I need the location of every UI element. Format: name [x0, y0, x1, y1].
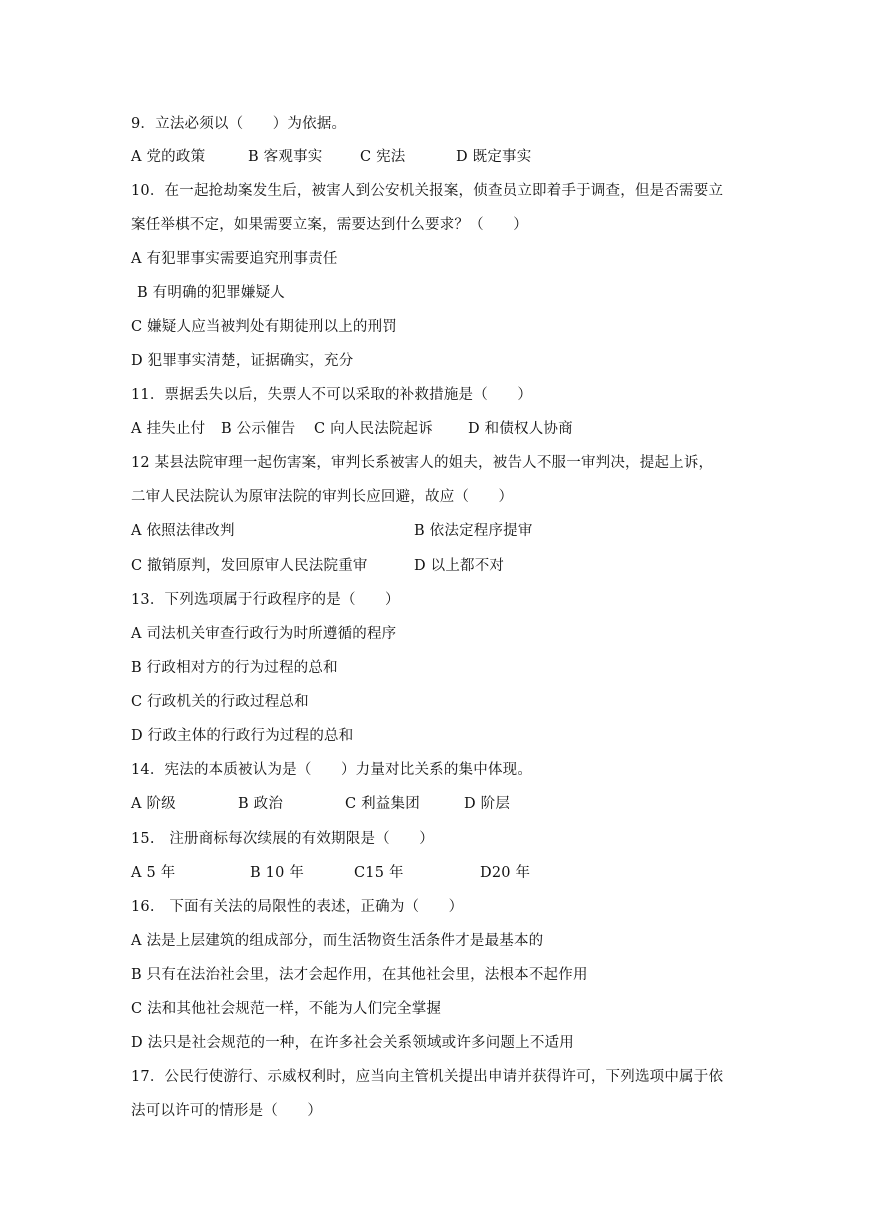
question-17-stem-line-1: 17．公民行使游行、示威权利时，应当向主管机关提出申请并获得许可，下列选项中属于依 — [131, 1069, 724, 1085]
question-10-option-a: A 有犯罪事实需要追究刑事责任 — [131, 251, 338, 267]
question-16-option-b: B 只有在法治社会里，法才会起作用，在其他社会里，法根本不起作用 — [131, 967, 588, 983]
question-14-option-c: C 利益集团 — [345, 796, 420, 812]
question-12-option-b: B 依法定程序提审 — [414, 523, 533, 539]
question-12-stem-line-1: 12 某县法院审理一起伤害案，审判长系被害人的姐夫，被告人不服一审判决，提起上诉， — [131, 455, 714, 471]
question-12-option-d: D 以上都不对 — [414, 558, 505, 574]
question-15-stem: 15. 注册商标每次续展的有效期限是（ ） — [131, 831, 434, 847]
question-11-option-b: B 公示催告 — [221, 421, 296, 437]
question-12-option-a: A 依照法律改判 — [131, 523, 235, 539]
question-14-stem: 14．宪法的本质被认为是（ ）力量对比关系的集中体现。 — [131, 762, 533, 778]
question-16-stem: 16. 下面有关法的局限性的表述，正确为（ ） — [131, 899, 464, 915]
question-14-option-d: D 阶层 — [464, 796, 511, 812]
question-13-option-d: D 行政主体的行政行为过程的总和 — [131, 728, 354, 744]
question-13-option-a: A 司法机关审查行政行为时所遵循的程序 — [131, 626, 397, 642]
question-11-stem: 11．票据丢失以后，失票人不可以采取的补救措施是（ ） — [131, 387, 533, 403]
question-11-option-c: C 向人民法院起诉 — [314, 421, 434, 437]
question-11-option-d: D 和债权人协商 — [468, 421, 573, 437]
question-17-stem-line-2: 法可以许可的情形是（ ） — [131, 1103, 323, 1119]
question-9-option-a: A 党的政策 — [131, 149, 206, 165]
question-13-option-b: B 行政相对方的行为过程的总和 — [131, 660, 338, 676]
question-15-option-c: C15 年 — [354, 865, 404, 881]
question-14-option-b: B 政治 — [238, 796, 284, 812]
question-9-stem: 9．立法必须以（ ）为依据。 — [131, 116, 347, 132]
question-12-stem-line-2: 二审人民法院认为原审法院的审判长应回避，故应（ ） — [131, 489, 514, 505]
question-13-stem: 13．下列选项属于行政程序的是（ ） — [131, 592, 400, 608]
question-9-option-c: C 宪法 — [360, 149, 406, 165]
question-15-option-d: D20 年 — [480, 865, 531, 881]
question-16-option-d: D 法只是社会规范的一种，在许多社会关系领域或许多问题上不适用 — [131, 1035, 574, 1051]
question-12-option-c: C 撤销原判，发回原审人民法院重审 — [131, 558, 368, 574]
question-11-option-a: A 挂失止付 — [131, 421, 206, 437]
question-9-option-b: B 客观事实 — [248, 149, 323, 165]
question-13-option-c: C 行政机关的行政过程总和 — [131, 694, 309, 710]
question-10-option-c: C 嫌疑人应当被判处有期徒刑以上的刑罚 — [131, 319, 398, 335]
question-14-option-a: A 阶级 — [131, 796, 176, 812]
question-15-option-a: A 5 年 — [131, 865, 176, 881]
question-9-option-d: D 既定事实 — [456, 149, 532, 165]
question-16-option-a: A 法是上层建筑的组成部分，而生活物资生活条件才是最基本的 — [131, 933, 544, 949]
question-16-option-c: C 法和其他社会规范一样，不能为人们完全掌握 — [131, 1001, 442, 1017]
question-10-stem-line-2: 案任举棋不定，如果需要立案，需要达到什么要求？（ ） — [131, 217, 528, 233]
question-10-option-b: B 有明确的犯罪嫌疑人 — [137, 285, 285, 301]
question-10-stem-line-1: 10．在一起抢劫案发生后，被害人到公安机关报案，侦查员立即着手于调查，但是否需要立 — [131, 183, 724, 199]
question-10-option-d: D 犯罪事实清楚，证据确实，充分 — [131, 353, 354, 369]
question-15-option-b: B 10 年 — [250, 865, 305, 881]
